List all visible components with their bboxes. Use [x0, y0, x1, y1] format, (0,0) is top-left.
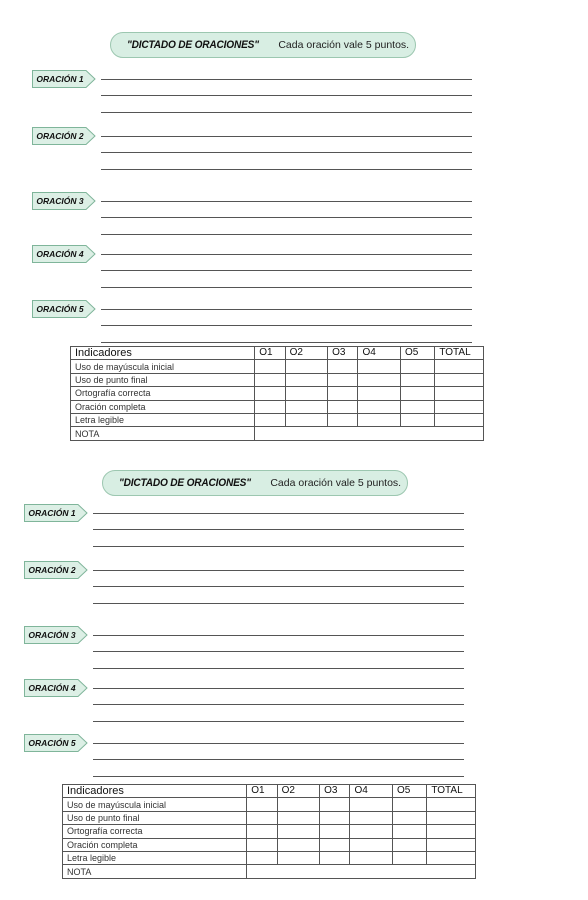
table-row	[63, 811, 476, 824]
header-cell: O1	[247, 785, 277, 798]
writing-line[interactable]	[93, 759, 464, 760]
writing-line[interactable]	[93, 651, 464, 652]
writing-line[interactable]	[101, 309, 472, 310]
sentence-tag	[32, 192, 96, 210]
total-cell[interactable]	[427, 825, 476, 838]
sentence-label: ORACIÓN 5	[28, 738, 76, 748]
score-cell[interactable]	[285, 413, 328, 426]
table-row	[63, 838, 476, 851]
total-cell[interactable]	[435, 360, 484, 373]
writing-line[interactable]	[93, 513, 464, 514]
header-banner	[110, 32, 416, 58]
total-cell[interactable]	[427, 798, 476, 811]
worksheet-title: "DICTADO DE ORACIONES"	[119, 477, 251, 489]
total-cell[interactable]	[435, 387, 484, 400]
score-cell[interactable]	[247, 798, 277, 811]
writing-line[interactable]	[93, 635, 464, 636]
sentence-tag	[24, 626, 88, 644]
sentence-block-4	[0, 679, 480, 733]
score-cell[interactable]	[320, 838, 350, 851]
header-cell: TOTAL	[427, 785, 476, 798]
nota-cell[interactable]	[247, 865, 476, 878]
writing-line[interactable]	[101, 112, 472, 113]
sentence-tag	[24, 734, 88, 752]
score-cell[interactable]	[392, 838, 426, 851]
score-cell[interactable]	[328, 413, 358, 426]
rubric-table	[70, 346, 484, 441]
writing-line[interactable]	[101, 270, 472, 271]
writing-line[interactable]	[101, 234, 472, 235]
writing-line[interactable]	[101, 325, 472, 326]
sentence-block-3	[0, 626, 480, 680]
score-cell[interactable]	[358, 373, 401, 386]
table-header-row	[63, 785, 476, 798]
writing-line[interactable]	[101, 79, 472, 80]
score-cell[interactable]	[247, 825, 277, 838]
writing-line[interactable]	[101, 201, 472, 202]
score-cell[interactable]	[328, 360, 358, 373]
score-cell[interactable]	[392, 811, 426, 824]
score-cell[interactable]	[320, 825, 350, 838]
sentence-label: ORACIÓN 1	[36, 74, 84, 84]
score-cell[interactable]	[400, 373, 434, 386]
indicator-label: Ortografía correcta	[63, 825, 247, 838]
score-cell[interactable]	[277, 851, 320, 864]
score-cell[interactable]	[247, 851, 277, 864]
header-cell: O1	[255, 347, 285, 360]
sentence-block-5	[0, 734, 480, 788]
score-cell[interactable]	[285, 373, 328, 386]
sentence-label: ORACIÓN 4	[28, 683, 76, 693]
header-cell: O2	[285, 347, 328, 360]
sentence-block-3	[8, 192, 488, 246]
sentence-tag	[32, 127, 96, 145]
sentence-label: ORACIÓN 3	[28, 630, 76, 640]
table-row	[71, 373, 484, 386]
score-cell[interactable]	[320, 811, 350, 824]
sentence-label: ORACIÓN 5	[36, 304, 84, 314]
table-row	[71, 400, 484, 413]
score-cell[interactable]	[255, 413, 285, 426]
total-cell[interactable]	[427, 851, 476, 864]
score-cell[interactable]	[255, 373, 285, 386]
indicator-label: Uso de mayúscula inicial	[71, 360, 255, 373]
score-cell[interactable]	[350, 811, 393, 824]
score-cell[interactable]	[255, 400, 285, 413]
sentence-label: ORACIÓN 2	[28, 565, 76, 575]
writing-line[interactable]	[101, 136, 472, 137]
worksheet-title: "DICTADO DE ORACIONES"	[127, 39, 259, 51]
score-cell[interactable]	[320, 798, 350, 811]
header-cell: TOTAL	[435, 347, 484, 360]
score-cell[interactable]	[277, 798, 320, 811]
score-cell[interactable]	[285, 387, 328, 400]
writing-line[interactable]	[101, 287, 472, 288]
header-cell: O4	[358, 347, 401, 360]
score-cell[interactable]	[277, 811, 320, 824]
total-cell[interactable]	[435, 373, 484, 386]
header-cell: O4	[350, 785, 393, 798]
writing-line[interactable]	[93, 668, 464, 669]
worksheet-subtitle: Cada oración vale 5 puntos.	[270, 477, 402, 489]
header-cell: O5	[392, 785, 426, 798]
indicator-label: Letra legible	[71, 413, 255, 426]
writing-line[interactable]	[93, 743, 464, 744]
score-cell[interactable]	[358, 413, 401, 426]
score-cell[interactable]	[350, 851, 393, 864]
total-cell[interactable]	[435, 400, 484, 413]
score-cell[interactable]	[247, 811, 277, 824]
table-row	[71, 387, 484, 400]
table-row	[71, 413, 484, 426]
writing-line[interactable]	[93, 776, 464, 777]
nota-label: NOTA	[71, 427, 255, 440]
score-cell[interactable]	[277, 825, 320, 838]
sentence-label: ORACIÓN 4	[36, 249, 84, 259]
writing-line[interactable]	[93, 586, 464, 587]
total-cell[interactable]	[427, 838, 476, 851]
table-row	[71, 360, 484, 373]
score-cell[interactable]	[358, 387, 401, 400]
score-cell[interactable]	[328, 387, 358, 400]
header-cell: O3	[320, 785, 350, 798]
table-row	[63, 851, 476, 864]
header-cell: O5	[400, 347, 434, 360]
score-cell[interactable]	[350, 825, 393, 838]
writing-line[interactable]	[93, 570, 464, 571]
writing-line[interactable]	[93, 603, 464, 604]
score-cell[interactable]	[358, 400, 401, 413]
sentence-block-2	[8, 127, 488, 181]
sentence-block-4	[8, 245, 488, 299]
indicator-label: Oración completa	[63, 838, 247, 851]
score-cell[interactable]	[285, 360, 328, 373]
indicator-label: Uso de mayúscula inicial	[63, 798, 247, 811]
total-cell[interactable]	[427, 811, 476, 824]
score-cell[interactable]	[247, 838, 277, 851]
sentence-tag	[24, 504, 88, 522]
sentence-tag	[24, 561, 88, 579]
sentence-block-2	[0, 561, 480, 615]
table-row	[63, 798, 476, 811]
score-cell[interactable]	[392, 798, 426, 811]
writing-line[interactable]	[93, 688, 464, 689]
score-cell[interactable]	[328, 400, 358, 413]
header-banner	[102, 470, 408, 496]
score-cell[interactable]	[358, 360, 401, 373]
table-header-row	[71, 347, 484, 360]
total-cell[interactable]	[435, 413, 484, 426]
header-cell: Indicadores	[63, 785, 247, 798]
sentence-block-1	[0, 504, 480, 558]
score-cell[interactable]	[328, 373, 358, 386]
indicator-label: Oración completa	[71, 400, 255, 413]
score-cell[interactable]	[392, 825, 426, 838]
worksheet-subtitle: Cada oración vale 5 puntos.	[278, 39, 410, 51]
header-cell: O3	[328, 347, 358, 360]
writing-line[interactable]	[101, 217, 472, 218]
indicator-label: Uso de punto final	[63, 811, 247, 824]
nota-row	[63, 865, 476, 878]
header-cell: O2	[277, 785, 320, 798]
writing-line[interactable]	[101, 169, 472, 170]
nota-label: NOTA	[63, 865, 247, 878]
sentence-block-1	[8, 70, 488, 124]
writing-line[interactable]	[101, 152, 472, 153]
header-cell: Indicadores	[71, 347, 255, 360]
rubric-table	[62, 784, 476, 879]
score-cell[interactable]	[392, 851, 426, 864]
indicator-label: Letra legible	[63, 851, 247, 864]
sentence-label: ORACIÓN 1	[28, 508, 76, 518]
writing-line[interactable]	[93, 546, 464, 547]
writing-line[interactable]	[93, 721, 464, 722]
sentence-tag	[32, 300, 96, 318]
sentence-tag	[32, 245, 96, 263]
writing-line[interactable]	[101, 342, 472, 343]
score-cell[interactable]	[350, 838, 393, 851]
indicator-label: Ortografía correcta	[71, 387, 255, 400]
sentence-tag	[24, 679, 88, 697]
sentence-tag	[32, 70, 96, 88]
sentence-label: ORACIÓN 2	[36, 131, 84, 141]
score-cell[interactable]	[255, 360, 285, 373]
table-row	[63, 825, 476, 838]
sentence-label: ORACIÓN 3	[36, 196, 84, 206]
score-cell[interactable]	[320, 851, 350, 864]
writing-line[interactable]	[101, 254, 472, 255]
score-cell[interactable]	[400, 360, 434, 373]
score-cell[interactable]	[400, 387, 434, 400]
score-cell[interactable]	[285, 400, 328, 413]
score-cell[interactable]	[277, 838, 320, 851]
writing-line[interactable]	[101, 95, 472, 96]
worksheet-2	[0, 438, 588, 878]
score-cell[interactable]	[255, 387, 285, 400]
writing-line[interactable]	[93, 704, 464, 705]
score-cell[interactable]	[400, 400, 434, 413]
indicator-label: Uso de punto final	[71, 373, 255, 386]
score-cell[interactable]	[350, 798, 393, 811]
worksheet-1	[8, 0, 588, 440]
writing-line[interactable]	[93, 529, 464, 530]
score-cell[interactable]	[400, 413, 434, 426]
